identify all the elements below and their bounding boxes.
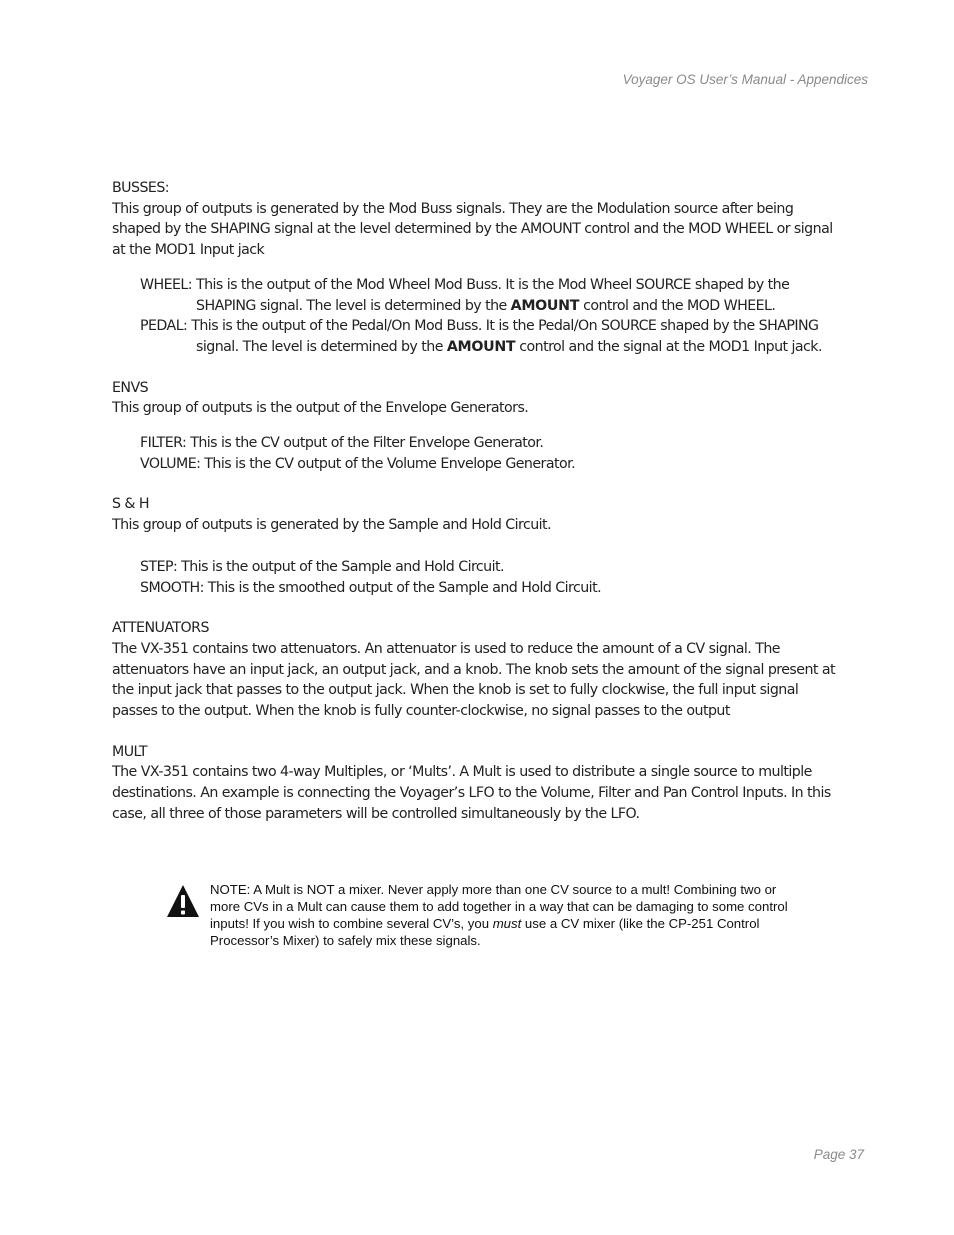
note-text-end: use a CV mixer (like the CP-251 Control Processor’s Mixer) to safely mix these signals. [210, 916, 760, 948]
note-text-start: NOTE: A Mult is NOT a mixer. Never apply more than one CV source to a mult! Combining two or more CVs in a Mult can cause them to add together in a way that can be damaging to some control inputs! If you wish to combine several CV’s, you [210, 882, 788, 931]
running-header: Voyager OS User’s Manual - Appendices [622, 72, 868, 87]
busses-paragraph: This group of outputs is generated by the Mod Buss signals. They are the Modulation source after being shaped by the SHAPING signal at the level determined by the AMOUNT control and the MOD WHEEL or signal at the MOD1 Input jack [112, 200, 833, 259]
section-sh [112, 494, 842, 598]
page-body [112, 178, 842, 825]
mult-paragraph: The VX-351 contains two 4-way Multiples, or ‘Mults’. A Mult is used to distribute a single source to multiple destinations. An example is connecting the Voyager’s LFO to the Volume, Filter and Pan Control Inputs. In this case, all three of those parameters will be controlled simultaneously by the LFO. [112, 764, 831, 822]
busses-item-list [112, 275, 842, 358]
list-item-pedal [140, 316, 842, 357]
section-heading-busses: BUSSES: [112, 180, 170, 196]
pedal-text: PEDAL: This is the output of the Pedal/On Mod Buss. It is the Pedal/On SOURCE shaped by the SHAPING signal. The level is determined by the [140, 318, 819, 355]
wheel-text: WHEEL: This is the output of the Mod Wheel Mod Buss. It is the Mod Wheel SOURCE shaped by the SHAPING signal. The level is determined by the [140, 276, 790, 314]
list-item-wheel [140, 275, 842, 316]
wheel-text-end: control and the MOD WHEEL. [579, 297, 776, 314]
section-heading-envs: ENVS [112, 379, 149, 396]
pedal-amount-term: AMOUNT [446, 338, 516, 355]
attenuators-paragraph: The VX-351 contains two attenuators. An attenuator is used to reduce the amount of a CV signal. The attenuators have an input jack, an output jack, and a knob. The knob sets the amount of the signal present at the input jack that passes to the output jack. When the knob is set to fully clockwise, the full input signal passes to the output. When the knob is fully counter-clockwise, no signal passes to the output [112, 640, 836, 720]
list-item-step: STEP: This is the output of the Sample and Hold Circuit. [140, 558, 504, 575]
list-item-volume: VOLUME: This is the CV output of the Volume Envelope Generator. [140, 455, 576, 472]
list-item-filter: FILTER: This is the CV output of the Filter Envelope Generator. [140, 435, 544, 452]
note-text [210, 881, 800, 949]
section-heading-sh: S & H [112, 496, 150, 513]
pedal-text-end: control and the signal at the MOD1 Input jack. [515, 338, 822, 355]
warning-triangle-icon [166, 884, 200, 918]
envs-paragraph: This group of outputs is the output of the Envelope Generators. [112, 400, 529, 417]
note-emphasis: must [492, 916, 522, 931]
section-attenuators [112, 618, 842, 722]
section-busses [112, 178, 842, 358]
section-heading-mult: MULT [112, 743, 148, 760]
sh-item-list [112, 557, 842, 598]
wheel-amount-term: AMOUNT [510, 297, 580, 314]
envs-item-list [112, 433, 842, 474]
list-item-smooth: SMOOTH: This is the smoothed output of the Sample and Hold Circuit. [140, 579, 602, 596]
section-heading-attenuators: ATTENUATORS [112, 620, 209, 637]
section-envs [112, 378, 842, 475]
page-number: Page 37 [813, 1147, 864, 1162]
sh-paragraph: This group of outputs is generated by the Sample and Hold Circuit. [112, 517, 552, 534]
section-mult [112, 742, 842, 825]
